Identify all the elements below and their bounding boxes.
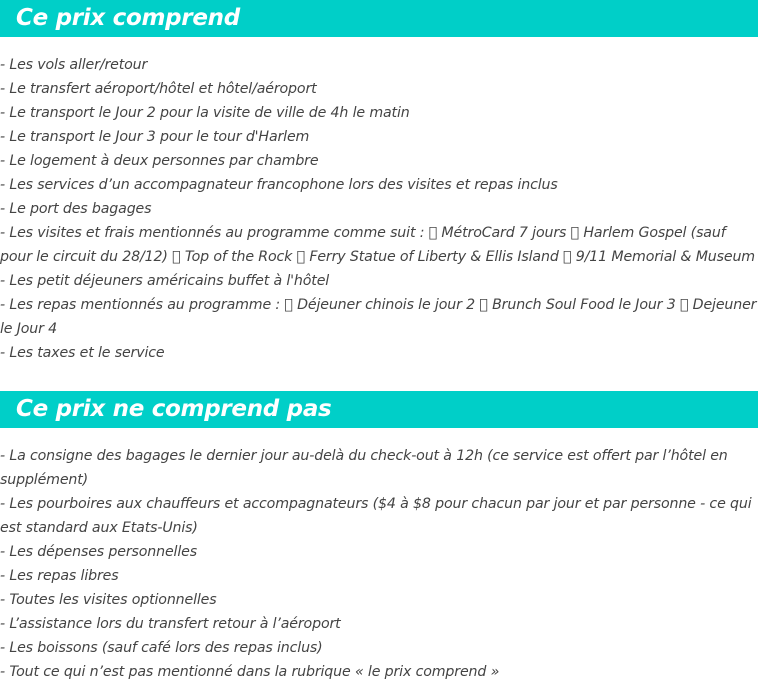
included-title: Ce prix comprend (16, 5, 240, 31)
list-item: - Les services d’un accompagnateur francophone lors des visites et repas inclus (0, 177, 558, 193)
list-item: - Les pourboires aux chauffeurs et accompagnateurs ($4 à $8 pour chacun par jour et par personne - ce qui est standard aux Etats-Unis) (0, 496, 752, 536)
list-item: - Les vols aller/retour (0, 57, 148, 73)
list-item: - Les visites et frais mentionnés au programme comme suit : MétroCard 7 jours Harlem Gospel (sauf pour le circuit du 28/12) Top of the Rock Ferry Statue of Liberty & Ellis Island 9/11 Memorial & Museum (0, 225, 754, 265)
list-item: - Le port des bagages (0, 201, 152, 217)
excluded-list (0, 444, 758, 684)
list-item: - Le transfert aéroport/hôtel et hôtel/aéroport (0, 81, 317, 97)
excluded-title: Ce prix ne comprend pas (16, 396, 332, 422)
list-item: - Le transport le Jour 3 pour le tour d'Harlem (0, 129, 310, 145)
list-item: - Les repas libres (0, 568, 119, 584)
excluded-header (0, 391, 758, 428)
list-item: - Tout ce qui n’est pas mentionné dans la rubrique « le prix comprend » (0, 664, 500, 680)
list-item: - Les repas mentionnés au programme : Déjeuner chinois le jour 2 Brunch Soul Food le Jour 3 Dejeuner le Jour 4 (0, 297, 735, 337)
list-item: - L’assistance lors du transfert retour à l’aéroport (0, 616, 341, 632)
list-item: - La consigne des bagages le dernier jour au-delà du check-out à 12h (ce service est offert par l’hôtel en supplément) (0, 448, 728, 488)
list-item: - Les dépenses personnelles (0, 544, 197, 560)
included-list (0, 53, 758, 365)
list-item: - Les taxes et le service (0, 345, 165, 361)
list-item: - Toutes les visites optionnelles (0, 592, 217, 608)
list-item: - Le transport le Jour 2 pour la visite de ville de 4h le matin (0, 105, 410, 121)
list-item: - Le logement à deux personnes par chambre (0, 153, 319, 169)
list-item: - Les boissons (sauf café lors des repas inclus) (0, 640, 323, 656)
included-header (0, 0, 758, 37)
list-item: - Les petit déjeuners américains buffet à l'hôtel (0, 273, 330, 289)
